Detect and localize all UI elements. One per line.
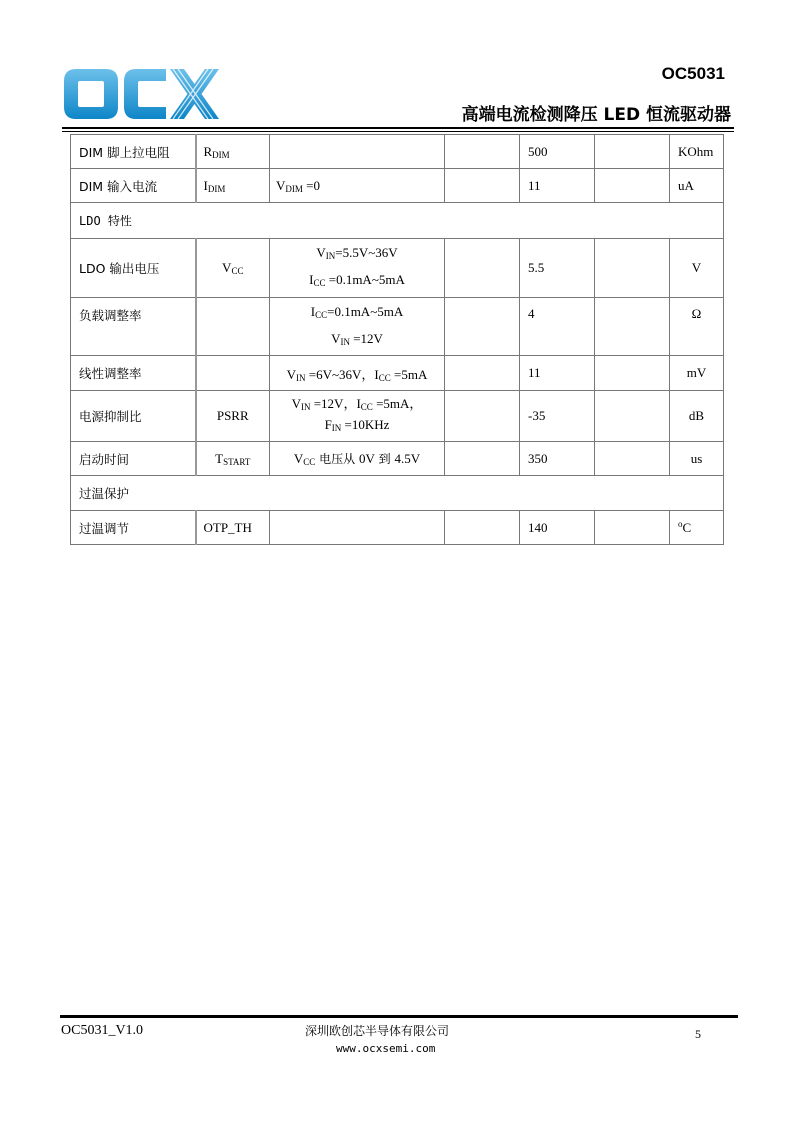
table-row — [71, 391, 724, 442]
header-divider-thin — [62, 131, 734, 132]
param-condition: $V_{DIM} =0$ — [270, 169, 445, 203]
param-min — [445, 239, 520, 298]
param-name: 过温调节 — [71, 511, 196, 545]
table-row — [71, 135, 724, 169]
param-unit: Ω — [670, 298, 724, 356]
param-unit: us — [670, 442, 724, 476]
param-typ: 4 — [520, 298, 595, 356]
param-symbol — [196, 298, 270, 356]
param-min — [445, 511, 520, 545]
param-min — [445, 169, 520, 203]
table-row — [71, 511, 724, 545]
param-unit: mV — [670, 356, 724, 391]
param-typ: 140 — [520, 511, 595, 545]
param-symbol: $R_{DIM}$ — [196, 135, 270, 169]
param-condition: $V_{IN} =12V$，$I_{CC} =5mA$， $F_{IN} =10KHz$ — [270, 391, 445, 442]
param-typ: 500 — [520, 135, 595, 169]
param-max — [595, 298, 670, 356]
page-number: 5 — [695, 1027, 701, 1041]
logo-text: OCX — [62, 66, 65, 67]
section-row — [71, 476, 724, 511]
param-name: 线性调整率 — [71, 356, 196, 391]
param-condition: $V_{CC}$ 电压从 0V 到 4.5V — [270, 442, 445, 476]
param-symbol: $T_{START}$ — [196, 442, 270, 476]
param-name: 负载调整率 — [71, 298, 196, 356]
param-unit: $^o$C — [670, 511, 724, 545]
footer-divider — [60, 1015, 738, 1018]
param-condition: $V_{IN}$ =6V~36V，$I_{CC} =5mA$ — [270, 356, 445, 391]
param-typ: -35 — [520, 391, 595, 442]
param-typ: 5.5 — [520, 239, 595, 298]
param-name: 启动时间 — [71, 442, 196, 476]
param-max — [595, 239, 670, 298]
param-max — [595, 511, 670, 545]
param-max — [595, 391, 670, 442]
param-max — [595, 356, 670, 391]
company-logo — [62, 66, 220, 122]
param-min — [445, 356, 520, 391]
table-row — [71, 239, 724, 298]
param-min — [445, 135, 520, 169]
document-version: OC5031_V1.0 — [61, 1023, 144, 1038]
param-name: DIM 输入电流 — [71, 169, 196, 203]
part-number: OC5031 — [661, 64, 725, 83]
param-name: DIM 脚上拉电阻 — [71, 135, 196, 169]
param-symbol — [196, 356, 270, 391]
param-symbol: OTP_TH — [196, 511, 270, 545]
param-name: 电源抑制比 — [71, 391, 196, 442]
param-symbol: $V_{CC}$ — [196, 239, 270, 298]
param-condition — [270, 511, 445, 545]
section-title: LDO 特性 — [71, 203, 724, 239]
table-row — [71, 442, 724, 476]
param-max — [595, 442, 670, 476]
param-condition: $V_{IN}=5.5V\sim 36V$ $I_{CC}$ =0.1mA~5mA — [270, 239, 445, 298]
param-min — [445, 442, 520, 476]
document-subtitle: 高端电流检测降压 LED 恒流驱动器 — [461, 105, 731, 125]
param-name: LDO 输出电压 — [71, 239, 196, 298]
table-row — [71, 298, 724, 356]
electrical-characteristics-table — [70, 134, 724, 545]
param-unit: uA — [670, 169, 724, 203]
company-name: 深圳欧创芯半导体有限公司 — [305, 1024, 450, 1038]
param-unit: KOhm — [670, 135, 724, 169]
param-symbol: $I_{DIM}$ — [196, 169, 270, 203]
section-row — [71, 203, 724, 239]
table-row — [71, 356, 724, 391]
company-website: www.ocxsemi.com — [336, 1042, 436, 1055]
param-typ: 11 — [520, 356, 595, 391]
param-typ: 11 — [520, 169, 595, 203]
param-unit: dB — [670, 391, 724, 442]
header-divider — [62, 127, 734, 129]
param-symbol: PSRR — [196, 391, 270, 442]
param-unit: V — [670, 239, 724, 298]
table-row — [71, 169, 724, 203]
param-max — [595, 169, 670, 203]
param-min — [445, 391, 520, 442]
section-title: 过温保护 — [71, 476, 724, 511]
param-condition: $I_{CC}=0.1mA\sim 5mA$ $V_{IN} =12V$ — [270, 298, 445, 356]
param-condition — [270, 135, 445, 169]
param-max — [595, 135, 670, 169]
param-typ: 350 — [520, 442, 595, 476]
param-min — [445, 298, 520, 356]
